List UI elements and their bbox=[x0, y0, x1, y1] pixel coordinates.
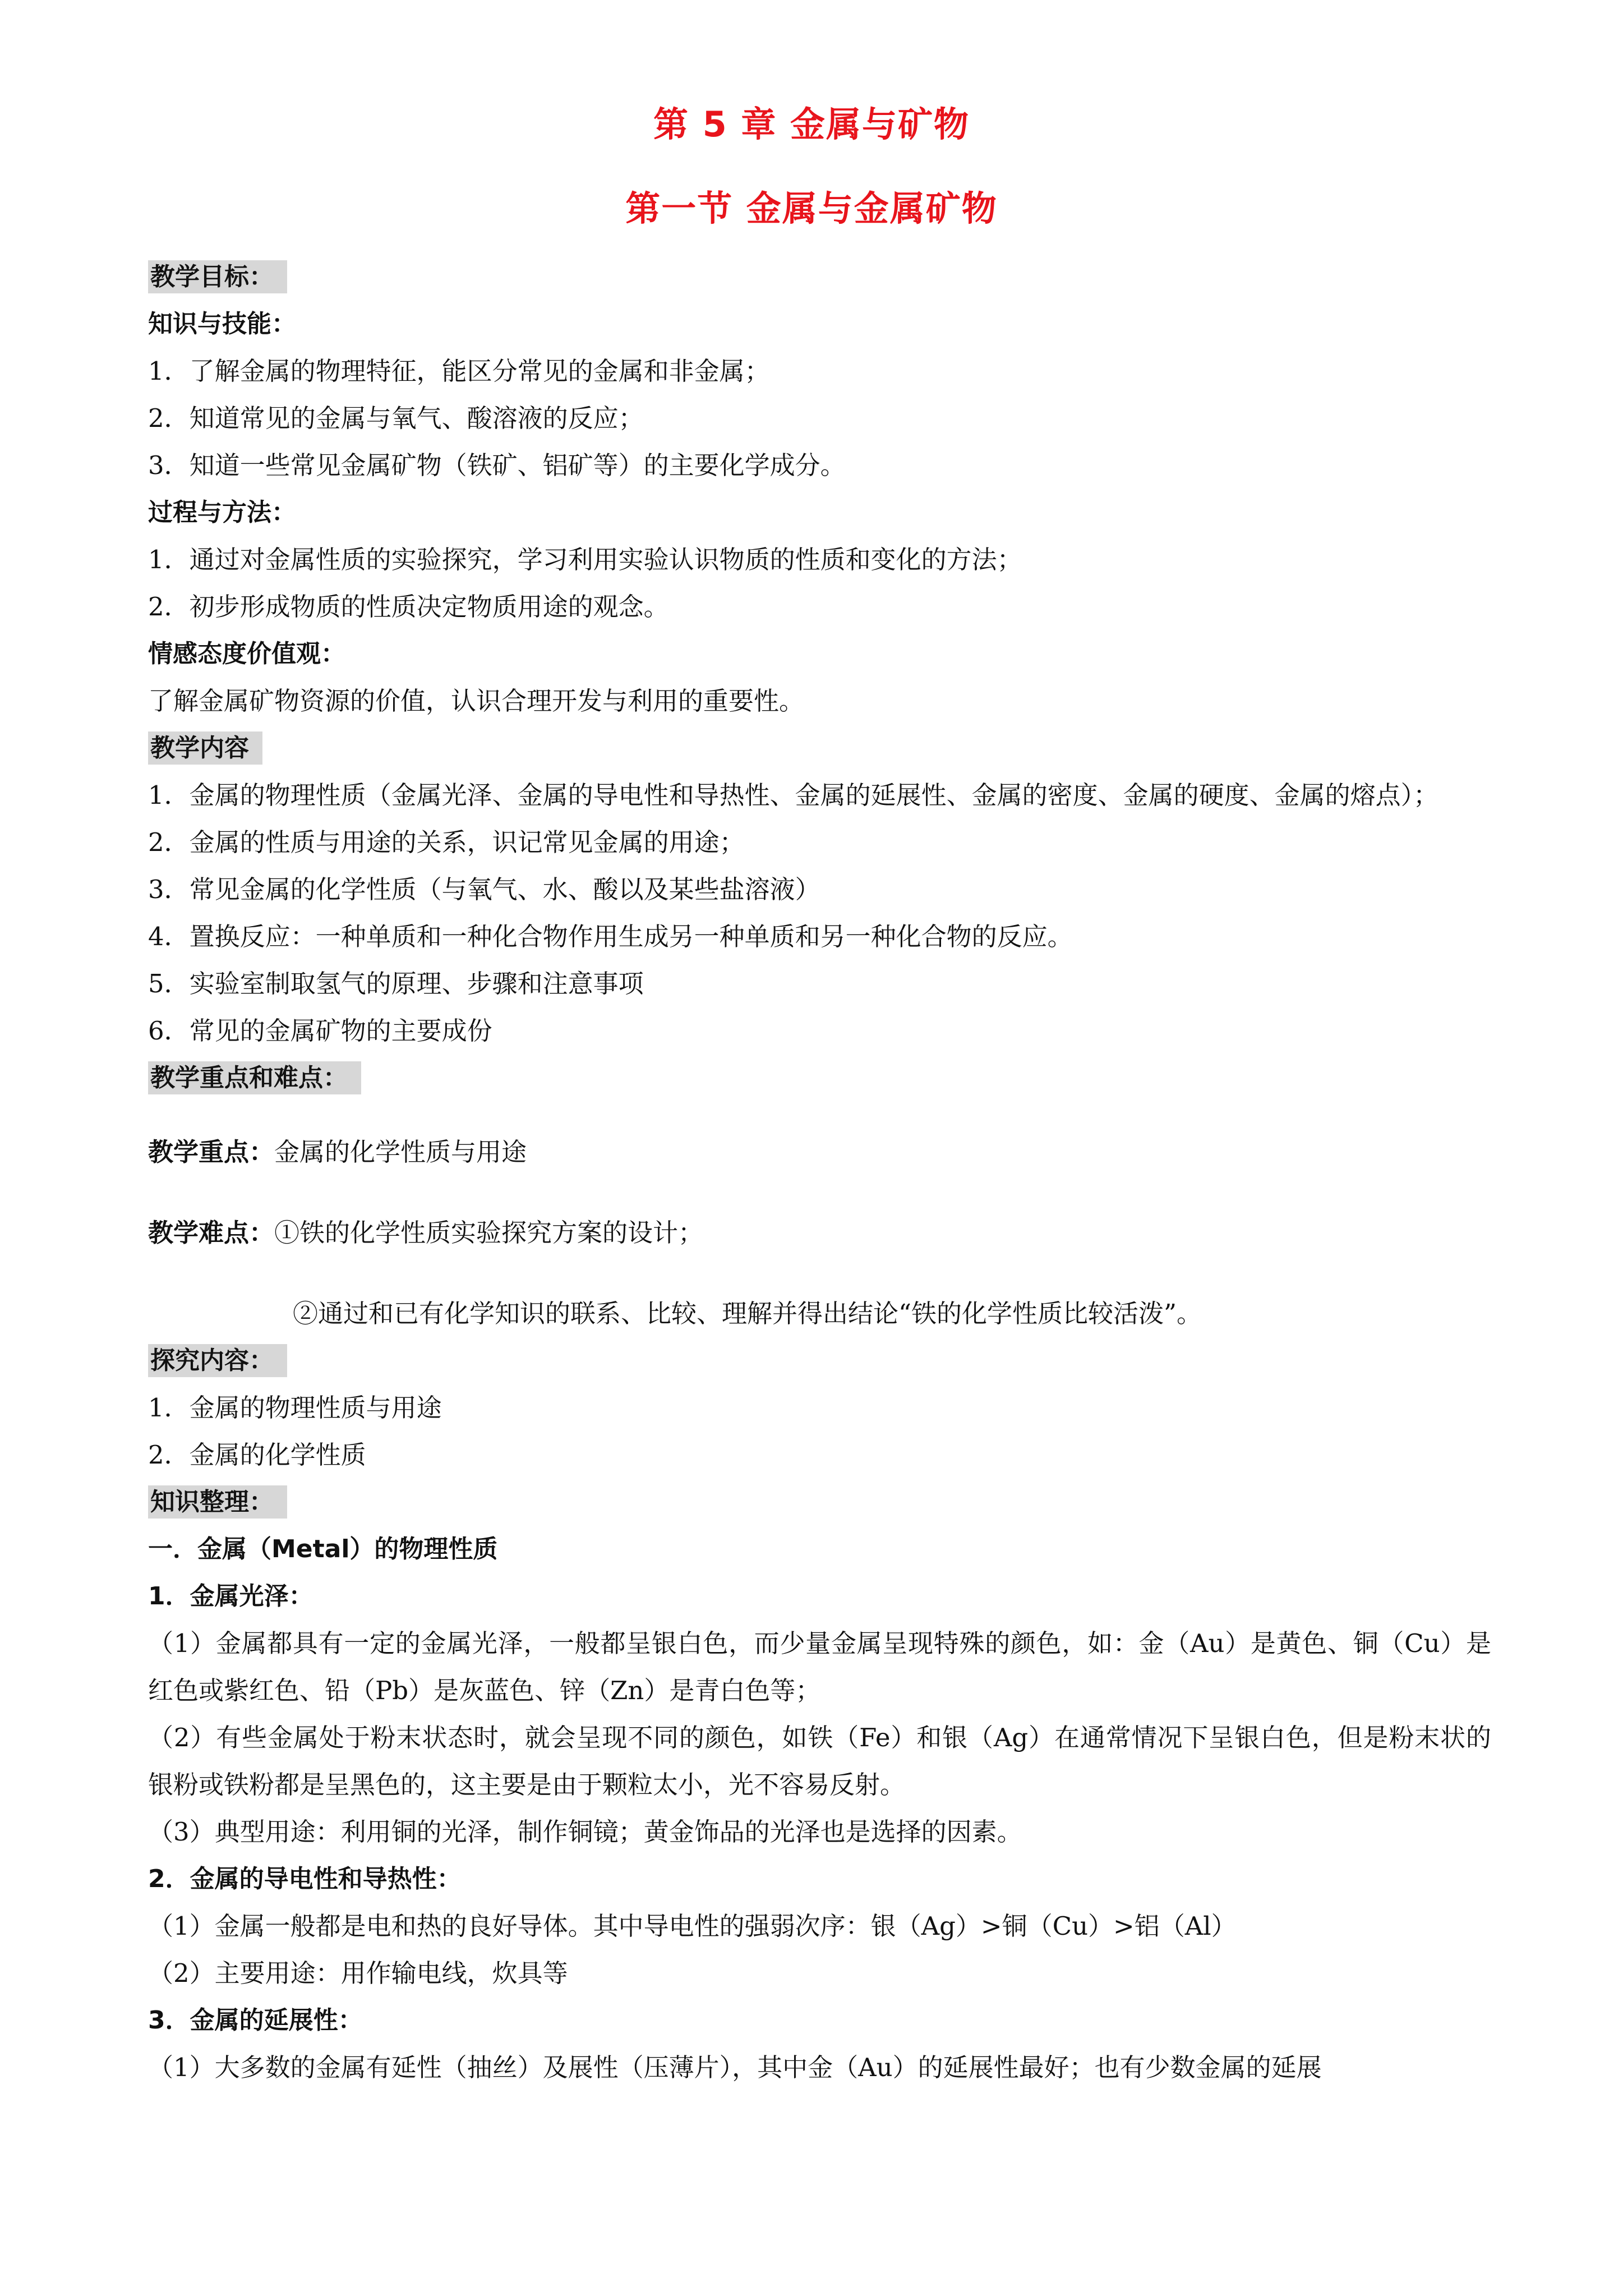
content-item: 3．常见金属的化学性质（与氧气、水、酸以及某些盐溶液） bbox=[148, 875, 820, 904]
luster-heading: 1．金属光泽： bbox=[148, 1582, 313, 1611]
physical-properties-heading: 一．金属（Metal）的物理性质 bbox=[148, 1535, 498, 1563]
explore-item: 1．金属的物理性质与用途 bbox=[148, 1393, 442, 1423]
emotion-text: 了解金属矿物资源的价值，认识合理开发与利用的重要性。 bbox=[148, 686, 805, 716]
difficulty-text-2: ②通过和已有化学知识的联系、比较、理解并得出结论“铁的化学性质比较活泼”。 bbox=[293, 1299, 1202, 1328]
knowledge-item: 3．知道一些常见金属矿物（铁矿、铝矿等）的主要化学成分。 bbox=[148, 450, 846, 480]
content-title: 教学内容 bbox=[148, 731, 262, 765]
difficulty-text-1: ①铁的化学性质实验探究方案的设计； bbox=[274, 1218, 704, 1248]
content-item: 4．置换反应：一种单质和一种化合物作用生成另一种单质和另一种化合物的反应。 bbox=[148, 922, 1073, 951]
content-item: 1．金属的物理性质（金属光泽、金属的导电性和导热性、金属的延展性、金属的密度、金属的硬度、金属的熔点）； bbox=[148, 780, 1439, 810]
difficulty-label: 教学难点： bbox=[148, 1218, 275, 1248]
knowledge-item: 1．了解金属的物理特征，能区分常见的金属和非金属； bbox=[148, 356, 770, 386]
knowledge-item: 2．知道常见的金属与氧气、酸溶液的反应； bbox=[148, 403, 644, 433]
objectives-title: 教学目标： bbox=[148, 260, 287, 293]
process-item: 2．初步形成物质的性质决定物质用途的观念。 bbox=[148, 592, 669, 622]
luster-item: （2）有些金属处于粉末状态时，就会呈现不同的颜色，如铁（Fe）和银（Ag）在通常情况下呈银白色，但是粉末状的银粉或铁粉都是呈黑色的，这主要是由于颗粒太小，光不容易反射。 bbox=[148, 1723, 1491, 1800]
conductivity-item: （2）主要用途：用作输电线，炊具等 bbox=[148, 1958, 568, 1988]
process-item: 1．通过对金属性质的实验探究，学习利用实验认识物质的性质和变化的方法； bbox=[148, 545, 1022, 574]
difficulty-line bbox=[148, 1209, 1491, 1257]
section-title: 第一节 金属与金属矿物 bbox=[625, 188, 998, 229]
summary-title: 知识整理： bbox=[148, 1485, 287, 1519]
keypoints-title: 教学重点和难点： bbox=[148, 1061, 361, 1094]
conductivity-item: （1）金属一般都是电和热的良好导体。其中导电性的强弱次序：银（Ag）>铜（Cu）>铝（Al） bbox=[148, 1911, 1237, 1941]
content-heading bbox=[148, 725, 1491, 772]
emotion-heading: 情感态度价值观： bbox=[148, 639, 345, 668]
document-body bbox=[148, 254, 1491, 2091]
focus-line bbox=[148, 1129, 1491, 1176]
content-item: 5．实验室制取氢气的原理、步骤和注意事项 bbox=[148, 969, 644, 999]
explore-heading bbox=[148, 1337, 1491, 1384]
keypoints-heading bbox=[148, 1055, 1491, 1102]
summary-heading bbox=[148, 1479, 1491, 1526]
luster-item: （1）金属都具有一定的金属光泽，一般都呈银白色，而少量金属呈现特殊的颜色，如：金（Au）是黄色、铜（Cu）是红色或紫红色、铅（Pb）是灰蓝色、锌（Zn）是青白色等； bbox=[148, 1628, 1491, 1705]
focus-text: 金属的化学性质与用途 bbox=[274, 1137, 527, 1167]
process-heading: 过程与方法： bbox=[148, 498, 296, 527]
focus-label: 教学重点： bbox=[148, 1137, 275, 1167]
content-item: 6．常见的金属矿物的主要成份 bbox=[148, 1016, 492, 1046]
explore-title: 探究内容： bbox=[148, 1344, 287, 1377]
ductility-heading: 3．金属的延展性： bbox=[148, 2006, 363, 2035]
conductivity-heading: 2．金属的导电性和导热性： bbox=[148, 1865, 462, 1893]
luster-item: （3）典型用途：利用铜的光泽，制作铜镜；黄金饰品的光泽也是选择的因素。 bbox=[148, 1817, 1022, 1847]
content-item: 2．金属的性质与用途的关系，识记常见金属的用途； bbox=[148, 827, 745, 857]
ductility-item: （1）大多数的金属有延性（抽丝）及展性（压薄片），其中金（Au）的延展性最好；也有少数金属的延展 bbox=[148, 2053, 1322, 2082]
knowledge-heading: 知识与技能： bbox=[148, 310, 296, 338]
objectives-heading bbox=[148, 254, 1491, 301]
chapter-title: 第 5 章 金属与矿物 bbox=[653, 104, 970, 145]
explore-item: 2．金属的化学性质 bbox=[148, 1440, 366, 1470]
